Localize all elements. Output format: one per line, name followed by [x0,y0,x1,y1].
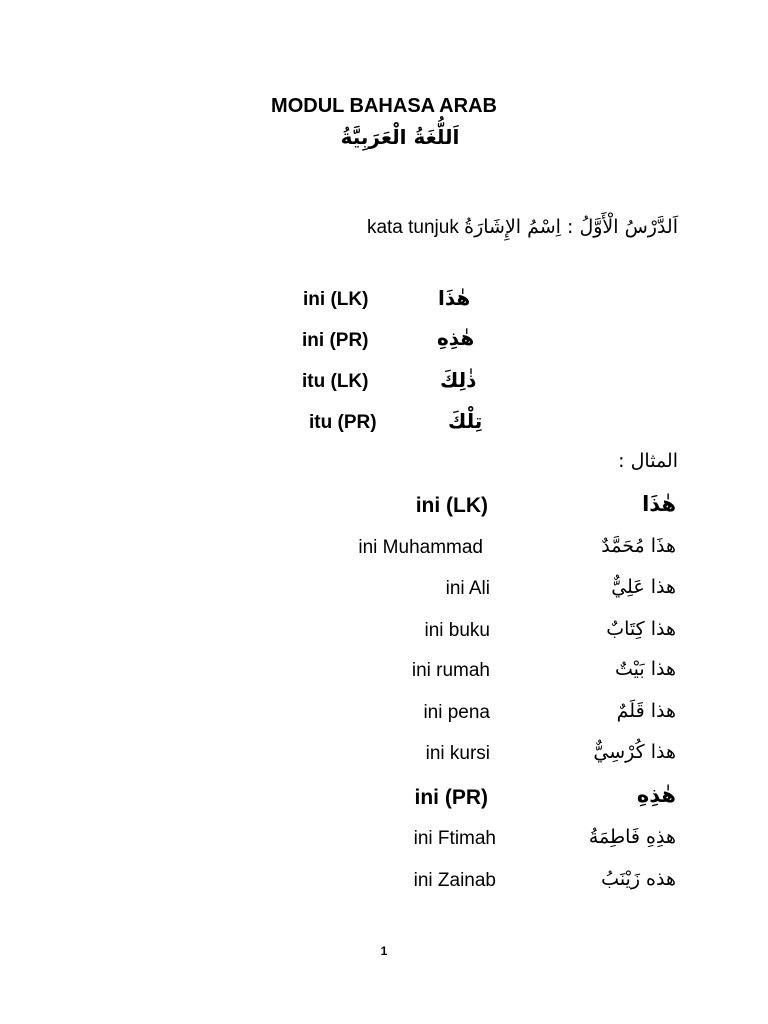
vocab-arabic-4: تِلْكَ [448,409,483,433]
example-latin-2: ini Ali [445,578,490,599]
group-heading-arabic-2: هٰذِهِ [636,783,676,807]
vocab-arabic-1: هٰذَا [438,286,471,310]
example-arabic-2: هذا عَلِيٌّ [611,576,676,598]
group-heading-latin-1: ini (LK) [415,494,488,517]
vocab-latin-4: itu (PR) [309,412,377,433]
example-label: المثال : [618,450,678,472]
example-latin-4: ini rumah [411,660,490,681]
example-arabic-6: هذا كُرْسِيٌّ [593,741,676,763]
title-text: MODUL BAHASA ARAB [271,95,497,117]
example-latin-3: ini buku [424,620,490,641]
page-title [0,95,768,118]
vocab-latin-3: itu (LK) [302,371,369,392]
group-heading-arabic-1: هٰذَا [642,492,676,516]
example-latin-8: ini Zainab [413,870,496,891]
example-latin-5: ini pena [423,702,490,723]
example-arabic-3: هذا كِتَابٌ [606,618,676,640]
group-heading-latin-2: ini (PR) [414,786,488,809]
example-arabic-8: هذه زَيْنَبُ [601,868,676,890]
example-latin-6: ini kursi [425,743,490,764]
lesson-title-arabic: اَلدَّرْسُ الْأَوَّلُ : اِسْمُ الإِشَارَةُ [464,216,678,238]
example-latin-1: ini Muhammad [358,537,483,558]
lesson-heading [367,216,678,239]
example-latin-7: ini Ftimah [413,828,496,849]
lesson-title-latin: kata tunjuk [366,217,459,238]
example-arabic-4: هذا بَيْتٌ [615,658,676,680]
example-arabic-1: هذَا مُحَمَّدٌ [601,535,676,557]
vocab-latin-1: ini (LK) [303,289,369,310]
vocab-arabic-2: هٰذِهِ [437,326,475,350]
page-number: 1 [380,944,388,958]
arabic-subtitle: اَللُّغَةُ الْعَرَبِيَّةُ [340,125,460,149]
example-arabic-5: هذا قَلَمٌ [616,700,676,722]
example-arabic-7: هذِهِ فَاطِمَةُ [588,826,676,848]
vocab-latin-2: ini (PR) [302,330,369,351]
vocab-arabic-3: ذٰلِكَ [440,368,477,392]
